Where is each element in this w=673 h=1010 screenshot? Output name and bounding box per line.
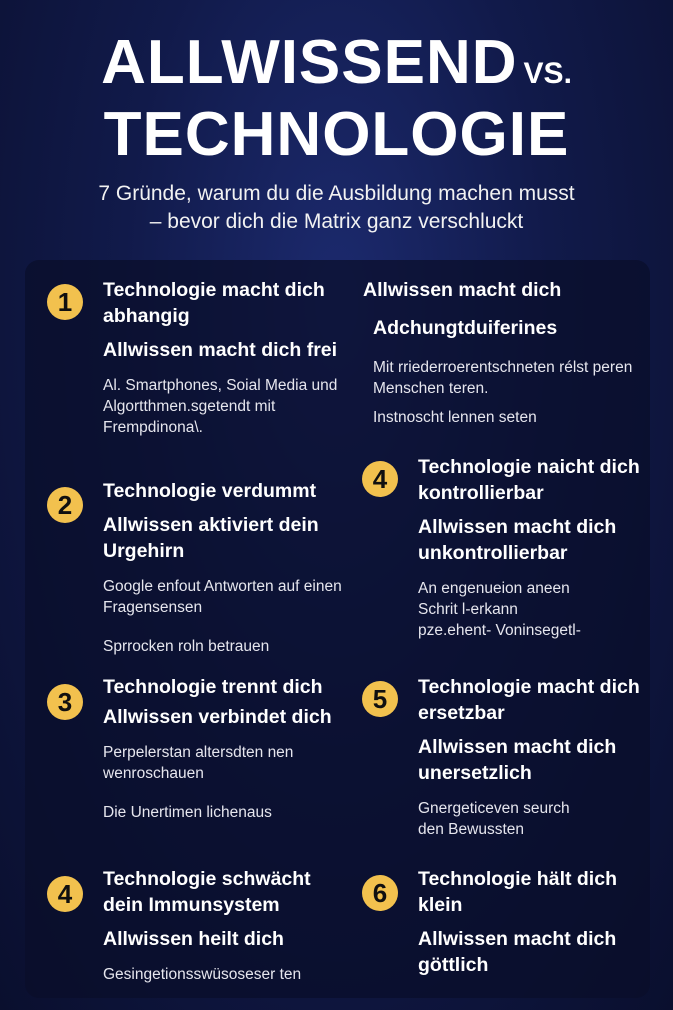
item-text [103,277,353,438]
item-description: Gnergeticeven seurch den Bewussten [418,800,570,838]
item-text [103,674,361,823]
item-heading: Technologie trennt dich [103,676,323,698]
item-subheading: Allwissen macht dich frei [103,339,338,361]
item-description: Al. Smartphones, Soial Media und Algortthmen.sgetendt mit Frempdinona\. [103,377,338,436]
number-badge: 2 [47,487,83,523]
subtitle-line-1: 7 Gründe, warum du die Ausbildung machen musst [98,182,575,205]
item-heading: Technologie verdummt [103,480,317,502]
item-subheading: Allwissen macht dich göttlich [418,928,617,976]
number-badge: 6 [362,875,398,911]
item-description: An engenueion aneen Schrit l-erkann pze.ehent- Voninsegetl- [418,580,581,639]
title-allwissend: ALLWISSEND [101,28,518,97]
item-heading: Technologie schwächt dein Immunsystem [103,868,311,916]
item-heading: Allwissen macht dich [363,279,562,301]
item-description: Mit rriederroerentschneten rélst peren Menschen teren. [373,359,633,397]
item-subheading: Allwissen macht dich unersetzlich [418,736,617,784]
item-heading: Technologie hält dich klein [418,868,617,916]
title-vs: VS. [523,57,572,90]
item-subheading: Allwissen aktiviert dein Urgehirn [103,514,319,562]
title-line-2: TECHNOLOGIE [103,100,570,169]
item-subheading: Allwissen macht dich unkontrollierbar [418,516,617,564]
item-description: Google enfout Antworten auf einen Fragensensen [103,578,342,616]
title-line-1 [0,28,673,109]
subtitle [0,180,673,236]
item-text [103,478,363,657]
item-text [418,674,643,840]
item-subheading: Allwissen heilt dich [103,928,284,950]
item-description: Gesingetionsswüsoseser ten [103,966,302,983]
item-heading: Technologie macht dich ersetzbar [418,676,640,724]
item-subheading: Adchungtduiferines [373,317,558,339]
item-heading: Technologie naicht dich kontrollierbar [418,456,640,504]
item-description: Perpelerstan altersdten nen wenroschauen [103,744,294,782]
subtitle-line-2: – bevor dich die Matrix ganz verschluckt [149,210,524,233]
number-badge: 1 [47,284,83,320]
item-description-2: Die Unertimen lichenaus [103,804,272,821]
item-text [418,866,643,978]
number-badge: 4 [47,876,83,912]
number-badge: 3 [47,684,83,720]
item-description-2: Instnoscht lennen seten [373,409,537,426]
item-heading: Technologie macht dich abhangig [103,279,325,327]
number-badge: 4 [362,461,398,497]
item-text [363,277,633,428]
number-badge: 5 [362,681,398,717]
item-subheading: Allwissen verbindet dich [103,706,332,728]
item-description-2: Sprrocken roln betrauen [103,638,270,655]
item-text [103,866,353,985]
item-text [418,454,643,641]
